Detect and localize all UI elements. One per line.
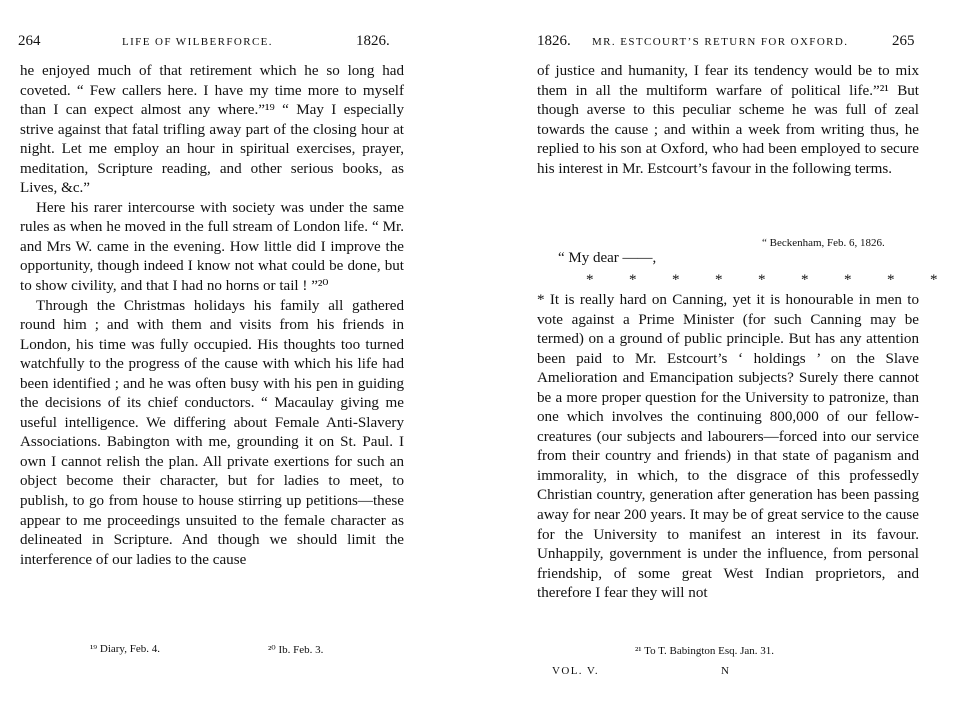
right-running-title: MR. ESTCOURT’S RETURN FOR OXFORD. (592, 36, 849, 48)
left-year: 1826. (356, 33, 390, 49)
signature-letter: N (721, 665, 729, 677)
signature-volume: VOL. V. (552, 665, 599, 677)
left-page-number: 264 (18, 33, 41, 49)
footnote-19: ¹⁹ Diary, Feb. 4. (90, 643, 160, 655)
right-year: 1826. (537, 33, 571, 49)
left-paragraph-1: he enjoyed much of that retirement which he so long had coveted. “ Few callers here. I have my time more to myself than I can expect almost any where.”¹⁹ “ May I especially strive against that fatal trifling away part of the closing hour at night. Let me employ an hour in spiritual exercises, prayer, meditation, Scripture reading, and other serious books, as Lives, &c.” (20, 63, 404, 197)
left-paragraph-2: Here his rarer intercourse with society was under the same rules as when he moved in the full stream of London life. “ Mr. and Mrs W. came in the evening. How little did I improve the opportunity, though indeed I know not what could be done, but to show civility, and that I had no horns or tail ! ”²⁰ (20, 199, 404, 295)
letter-dateline: “ Beckenham, Feb. 6, 1826. (762, 237, 885, 249)
right-paragraph: of justice and humanity, I fear its tendency would be to mix them in all the multiform warfare of political life.”²¹ But though averse to this peculiar scheme he was full of zeal towards the cause ; and within a week from writing thus, he replied to his son at Oxford, who had been employed to secure his interest in Mr. Estcourt’s favour in the following terms. (537, 63, 919, 177)
ellipsis-stars: * * * * * * * * * (586, 272, 938, 288)
left-body (20, 62, 404, 570)
letter-body: * It is really hard on Canning, yet it is honourable in men to vote against a Prime Minister (for such Canning may be termed) on a ground of public principle. But has any attention been paid to Mr. Estcourt’s ‘ holdings ’ on the Slave Amelioration and Emancipation subjects? Surely there cannot be a more proper question for the University to patronize, than one which involves the continuing 800,000 of our fellow-creatures (our subjects and labourers—forced into our service from their country and friends) in that state of paganism and immorality, in which, to the disgrace of this professedly Christian country, generation after generation has been passing away for near 200 years. It may be of great service to the cause for the University to manifest an interest in its favour. Unhappily, government is under the influence, from personal friendship, of some great West Indian proprietors, and therefore I fear they will not (537, 292, 919, 602)
footnote-20: ²⁰ Ib. Feb. 3. (268, 644, 324, 656)
right-page-number: 265 (892, 33, 915, 49)
left-paragraph-3: Through the Christmas holidays his family all gathered round him ; and with them and visits from his friends in London, his time was fully occupied. His thoughts too turned watchfully to the progress of the cause with which his life had been identified ; and he was often busy with his pen in guiding the decisions of its chief conductors. “ Macaulay giving me useful intelligence. We differing about Female Anti-Slavery Associations. Babington with me, grounding it on St. Paul. I own I cannot relish the plan. All private exertions for such an object become their character, but for ladies to meet, to publish, to go from house to house stirring up petitions—these appear to me proceedings unsuited to the female character as delineated in Scripture. And though we should limit the interference of our ladies to the cause (20, 297, 404, 568)
footnote-21: ²¹ To T. Babington Esq. Jan. 31. (635, 645, 775, 657)
letter-salutation: “ My dear ——, (558, 250, 657, 266)
left-running-title: LIFE OF WILBERFORCE. (122, 36, 273, 48)
right-page (490, 0, 980, 705)
